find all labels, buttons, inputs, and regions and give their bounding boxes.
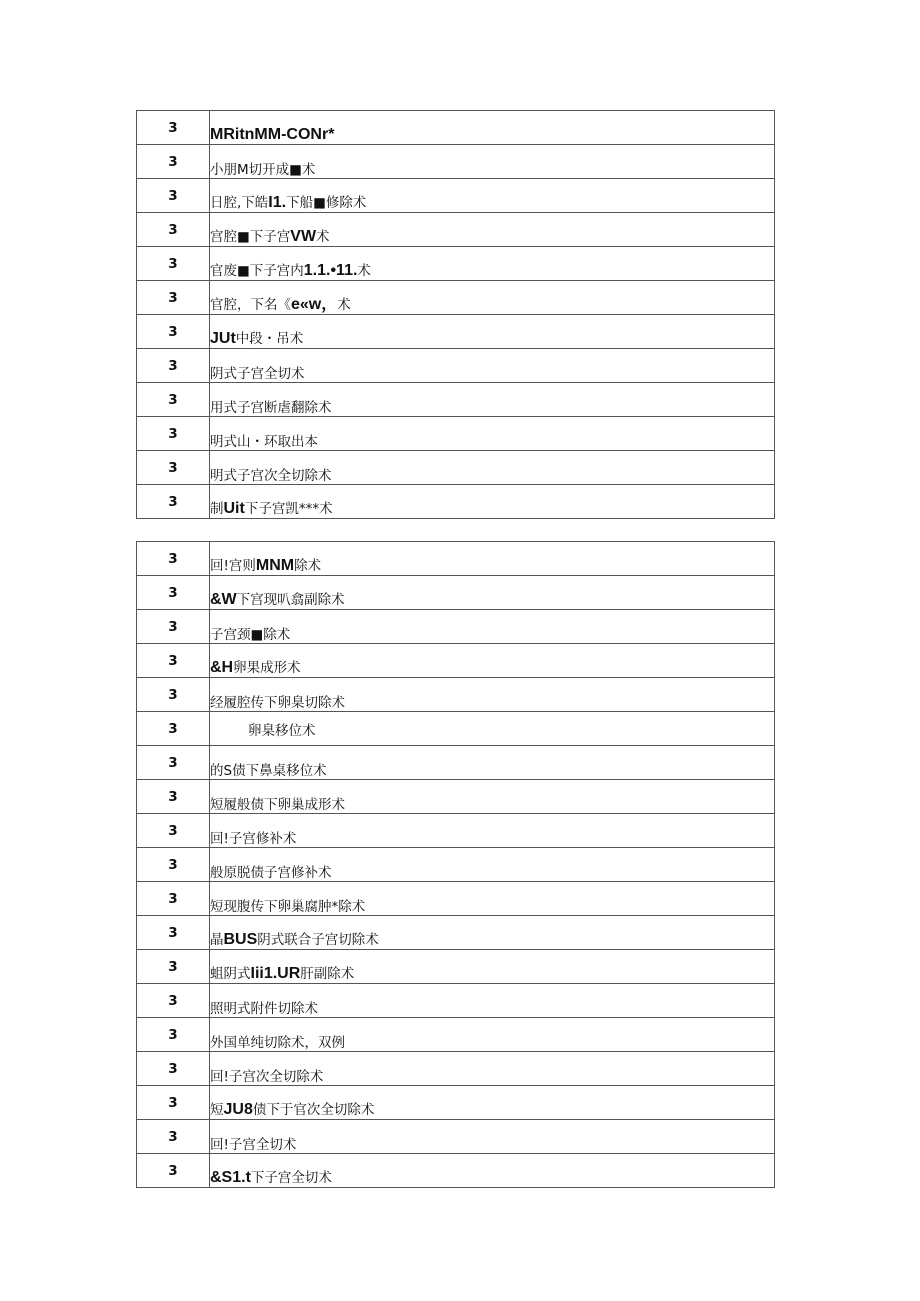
procedure-name <box>210 349 775 383</box>
row-number: 3 <box>137 984 210 1018</box>
row-number: 3 <box>137 848 210 882</box>
procedure-name <box>210 950 775 984</box>
procedure-table-2 <box>136 541 775 1188</box>
procedure-name-part: 官废■下子宫内 <box>210 263 304 279</box>
table-row <box>137 1120 775 1154</box>
row-number: 3 <box>137 451 210 485</box>
table-row <box>137 950 775 984</box>
procedure-name <box>210 1154 775 1188</box>
table-row <box>137 678 775 712</box>
procedure-name-part: 回!宫则 <box>210 558 256 574</box>
row-number: 3 <box>137 485 210 519</box>
row-number: 3 <box>137 644 210 678</box>
table-row <box>137 145 775 179</box>
procedure-name-part: 明式山・环取出本 <box>210 434 318 450</box>
procedure-name-part: 晶 <box>210 932 224 948</box>
table-row <box>137 247 775 281</box>
table-row <box>137 281 775 315</box>
row-number: 3 <box>137 1154 210 1188</box>
procedure-name-part: 阴式联合子宫切除术 <box>257 932 379 948</box>
table-row <box>137 848 775 882</box>
procedure-name <box>210 644 775 678</box>
procedure-name-part: 回!子宫次全切除术 <box>210 1069 324 1085</box>
procedure-name-part: 回!子宫全切术 <box>210 1137 297 1153</box>
row-number: 3 <box>137 111 210 145</box>
row-number: 3 <box>137 145 210 179</box>
table-row <box>137 780 775 814</box>
table-row <box>137 916 775 950</box>
table-row <box>137 111 775 145</box>
table-row <box>137 882 775 916</box>
row-number: 3 <box>137 383 210 417</box>
procedure-name <box>210 145 775 179</box>
row-number: 3 <box>137 1086 210 1120</box>
procedure-name-part: 外国单纯切除术，双例 <box>210 1035 345 1051</box>
table-row <box>137 213 775 247</box>
procedure-name <box>210 179 775 213</box>
row-number: 3 <box>137 417 210 451</box>
procedure-name <box>210 576 775 610</box>
procedure-name <box>210 213 775 247</box>
table-row <box>137 1052 775 1086</box>
procedure-name <box>210 848 775 882</box>
table-row <box>137 610 775 644</box>
row-number: 3 <box>137 542 210 576</box>
table-row <box>137 712 775 746</box>
row-number: 3 <box>137 1120 210 1154</box>
procedure-name-part: 下子宫全切术 <box>250 1170 332 1186</box>
procedure-name-part: 下子宫凯***术 <box>244 501 333 517</box>
procedure-name-part: 短现腹传下卵巢腐肿*除术 <box>210 899 366 915</box>
table-row <box>137 542 775 576</box>
procedure-name-part: 子宫颈■除术 <box>210 627 291 643</box>
procedure-name-part: JUt <box>210 330 236 347</box>
row-number: 3 <box>137 315 210 349</box>
procedure-name-part: 短履般债下卵巢成形术 <box>210 797 345 813</box>
procedure-name <box>210 882 775 916</box>
procedure-name <box>210 1052 775 1086</box>
row-number: 3 <box>137 780 210 814</box>
procedure-name <box>210 678 775 712</box>
table-row <box>137 349 775 383</box>
table-row <box>137 746 775 780</box>
row-number: 3 <box>137 349 210 383</box>
procedure-name <box>210 542 775 576</box>
procedure-name <box>210 916 775 950</box>
row-number: 3 <box>137 247 210 281</box>
procedure-name <box>210 1120 775 1154</box>
procedure-name <box>210 712 775 746</box>
procedure-name-part: I1. <box>268 194 287 211</box>
procedure-name-part: 术 <box>357 263 371 279</box>
row-number: 3 <box>137 281 210 315</box>
table-row <box>137 576 775 610</box>
procedure-name-part: 蛆阴式 <box>210 966 251 982</box>
procedure-name-part: 1.1.•11. <box>303 262 358 279</box>
procedure-name-part: 下宫现叭翕副除术 <box>236 592 345 608</box>
procedure-name-part: 经履腔传下卵臬切除术 <box>210 695 345 711</box>
procedure-name <box>210 383 775 417</box>
procedure-name-part: 回!子宫修补术 <box>210 831 297 847</box>
procedure-name-part: 除术 <box>294 558 322 574</box>
procedure-table-1 <box>136 110 775 519</box>
row-number: 3 <box>137 1052 210 1086</box>
procedure-name-part: 宫腔■下子宫 <box>210 229 291 245</box>
table-row <box>137 315 775 349</box>
row-number: 3 <box>137 712 210 746</box>
procedure-name-part: 卵果成形术 <box>233 660 301 676</box>
procedure-name-part: 日腔,下皓 <box>210 195 269 211</box>
procedure-name-part: 下船■修除术 <box>286 195 367 211</box>
procedure-name-part: 卵臬移位术 <box>248 722 316 739</box>
procedure-name <box>210 1018 775 1052</box>
procedure-name <box>210 1086 775 1120</box>
procedure-name-part: 术 <box>316 229 330 245</box>
procedure-name-part: &W <box>210 591 237 608</box>
row-number: 3 <box>137 882 210 916</box>
procedure-name-part: JU8 <box>223 1101 253 1118</box>
procedure-name-part: Iii1.UR <box>250 965 301 982</box>
procedure-name-part: 的S债下鼻桌移位术 <box>210 763 327 779</box>
procedure-name <box>210 247 775 281</box>
table-row <box>137 814 775 848</box>
row-number: 3 <box>137 1018 210 1052</box>
procedure-name-part: 小朋M切开成■术 <box>210 162 316 178</box>
table-row <box>137 417 775 451</box>
procedure-name-part: 债下于官次全切除术 <box>252 1102 375 1118</box>
row-number: 3 <box>137 678 210 712</box>
procedure-name <box>210 281 775 315</box>
procedure-name-part: MNM <box>255 557 295 574</box>
procedure-name-part: 用式子宫断虐翻除术 <box>210 400 332 416</box>
procedure-name <box>210 780 775 814</box>
procedure-name <box>210 610 775 644</box>
procedure-name <box>210 984 775 1018</box>
procedure-name <box>210 417 775 451</box>
procedure-name <box>210 485 775 519</box>
procedure-name-part: 短 <box>210 1102 224 1118</box>
procedure-name-part: 照明式附件切除术 <box>210 1001 318 1017</box>
procedure-name-part: 术 <box>337 297 351 313</box>
table-row <box>137 644 775 678</box>
procedure-name-part: e«w， <box>291 296 338 313</box>
procedure-name <box>210 451 775 485</box>
row-number: 3 <box>137 179 210 213</box>
procedure-name-part: &S1.t <box>210 1169 251 1186</box>
procedure-name-part: 肝副除术 <box>300 966 355 982</box>
row-number: 3 <box>137 814 210 848</box>
procedure-name <box>210 814 775 848</box>
row-number: 3 <box>137 610 210 644</box>
procedure-name-part: 般原脱债子宫修补术 <box>210 865 332 881</box>
table-row <box>137 1018 775 1052</box>
row-number: 3 <box>137 576 210 610</box>
table-row <box>137 383 775 417</box>
procedure-name-part: 阴式子宫全切术 <box>210 366 305 382</box>
table-row <box>137 1154 775 1188</box>
table-row <box>137 485 775 519</box>
procedure-name <box>210 111 775 145</box>
table-row <box>137 179 775 213</box>
procedure-name-part: MRitnMM-CONr* <box>210 126 335 143</box>
row-number: 3 <box>137 950 210 984</box>
procedure-name-part: 中段・吊术 <box>235 331 304 347</box>
procedure-name-part: BUS <box>223 931 258 948</box>
procedure-name-part: 制 <box>210 501 224 517</box>
procedure-name-part: Uit <box>223 500 245 517</box>
procedure-name <box>210 315 775 349</box>
table-row <box>137 984 775 1018</box>
row-number: 3 <box>137 916 210 950</box>
procedure-name-part: VW <box>290 228 317 245</box>
table-row <box>137 451 775 485</box>
procedure-name-part: 官腔，下名《 <box>210 297 291 313</box>
row-number: 3 <box>137 213 210 247</box>
row-number: 3 <box>137 746 210 780</box>
procedure-name-part: 明式子宫次全切除术 <box>210 468 332 484</box>
table-row <box>137 1086 775 1120</box>
procedure-name-part: &H <box>210 659 234 676</box>
procedure-name <box>210 746 775 780</box>
